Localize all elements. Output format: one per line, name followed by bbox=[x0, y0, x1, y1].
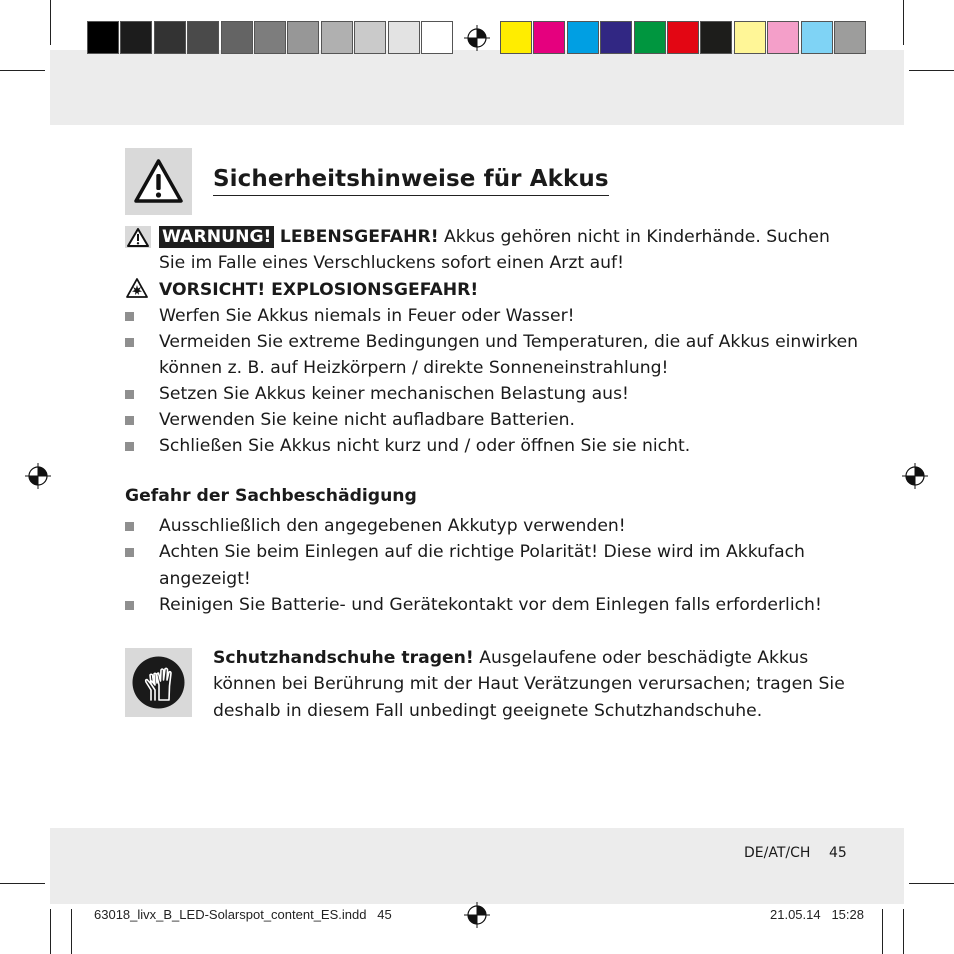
bullet-marker bbox=[125, 338, 134, 347]
color-swatch bbox=[87, 21, 119, 54]
page-region: DE/AT/CH bbox=[744, 845, 811, 861]
registration-mark-icon bbox=[464, 902, 490, 928]
crop-mark bbox=[0, 883, 45, 884]
protective-gloves-icon bbox=[125, 648, 192, 717]
crop-mark bbox=[903, 909, 904, 954]
color-swatch bbox=[801, 21, 833, 54]
gloves-line-3: deshalb in diesem Fall unbedingt geeignete Schutzhandschuhe. bbox=[213, 701, 763, 721]
warning-small-icon bbox=[125, 226, 151, 248]
bullet-marker bbox=[125, 416, 134, 425]
bullet-marker bbox=[125, 312, 134, 321]
gloves-line-2: können bei Berührung mit der Haut Verätzungen verursachen; tragen Sie bbox=[213, 674, 845, 694]
list-item: Achten Sie beim Einlegen auf die richtige Polarität! Diese wird im Akkufach bbox=[159, 542, 805, 562]
color-swatch bbox=[500, 21, 532, 54]
color-swatch bbox=[354, 21, 386, 54]
color-swatch bbox=[287, 21, 319, 54]
color-swatch bbox=[667, 21, 699, 54]
color-swatch bbox=[254, 21, 286, 54]
color-swatch bbox=[187, 21, 219, 54]
list-item: Werfen Sie Akkus niemals in Feuer oder Wasser! bbox=[159, 306, 575, 326]
warning-line-2: Sie im Falle eines Verschluckens sofort einen Arzt auf! bbox=[159, 253, 624, 273]
registration-mark-icon bbox=[25, 463, 51, 489]
footer-band bbox=[50, 828, 904, 904]
crop-mark bbox=[903, 0, 904, 45]
color-swatch bbox=[700, 21, 732, 54]
registration-mark-icon bbox=[464, 25, 490, 51]
color-swatch bbox=[533, 21, 565, 54]
color-swatch bbox=[634, 21, 666, 54]
warning-lead: LEBENSGEFAHR! bbox=[279, 227, 439, 247]
color-swatch bbox=[767, 21, 799, 54]
color-swatch bbox=[388, 21, 420, 54]
bullet-marker bbox=[125, 390, 134, 399]
crop-mark bbox=[50, 909, 51, 954]
list-item: Schließen Sie Akkus nicht kurz und / oder öffnen Sie sie nicht. bbox=[159, 436, 691, 456]
color-swatch bbox=[734, 21, 766, 54]
bullet-marker bbox=[125, 522, 134, 531]
crop-mark bbox=[909, 70, 954, 71]
caution-label: VORSICHT! EXPLOSIONSGEFAHR! bbox=[159, 280, 479, 300]
gloves-line-1 bbox=[213, 645, 808, 671]
color-swatch bbox=[567, 21, 599, 54]
list-item-continued: können z. B. auf Heizkörpern / direkte Sonneneinstrahlung! bbox=[159, 358, 669, 378]
crop-mark bbox=[0, 70, 45, 71]
registration-mark-icon bbox=[902, 463, 928, 489]
page-number: 45 bbox=[829, 845, 847, 861]
list-item: Ausschließlich den angegebenen Akkutyp verwenden! bbox=[159, 516, 626, 536]
color-swatch bbox=[154, 21, 186, 54]
color-swatch bbox=[421, 21, 453, 54]
explosion-hazard-icon bbox=[125, 277, 149, 299]
crop-mark bbox=[50, 0, 51, 45]
bullet-marker bbox=[125, 601, 134, 610]
gloves-lead: Schutzhandschuhe tragen! bbox=[213, 648, 474, 668]
list-item: Setzen Sie Akkus keiner mechanischen Belastung aus! bbox=[159, 384, 629, 404]
list-item-continued: angezeigt! bbox=[159, 569, 251, 589]
slug-filename: 63018_livx_B_LED-Solarspot_content_ES.indd 45 bbox=[94, 907, 392, 922]
color-swatch bbox=[221, 21, 253, 54]
warning-text: Akkus gehören nicht in Kinderhände. Suchen bbox=[444, 227, 830, 247]
list-item: Verwenden Sie keine nicht aufladbare Batterien. bbox=[159, 410, 575, 430]
crop-mark bbox=[71, 909, 72, 954]
bullet-marker bbox=[125, 442, 134, 451]
section-heading: Gefahr der Sachbeschädigung bbox=[125, 486, 417, 506]
list-item: Reinigen Sie Batterie- und Gerätekontakt vor dem Einlegen falls erforderlich! bbox=[159, 595, 822, 615]
slug-date: 21.05.14 15:28 bbox=[770, 907, 864, 922]
color-swatch bbox=[120, 21, 152, 54]
color-swatch bbox=[321, 21, 353, 54]
page-title: Sicherheitshinweise für Akkus bbox=[213, 166, 609, 196]
bullet-marker bbox=[125, 548, 134, 557]
header-band bbox=[50, 50, 904, 125]
list-item: Vermeiden Sie extreme Bedingungen und Temperaturen, die auf Akkus einwirken bbox=[159, 332, 859, 352]
gloves-text: Ausgelaufene oder beschädigte Akkus bbox=[479, 648, 809, 668]
color-swatch bbox=[600, 21, 632, 54]
crop-mark bbox=[909, 883, 954, 884]
warning-line-1 bbox=[159, 224, 830, 250]
warning-badge: WARNUNG! bbox=[159, 226, 274, 248]
crop-mark bbox=[882, 909, 883, 954]
color-swatch bbox=[834, 21, 866, 54]
warning-triangle-icon bbox=[125, 148, 192, 215]
